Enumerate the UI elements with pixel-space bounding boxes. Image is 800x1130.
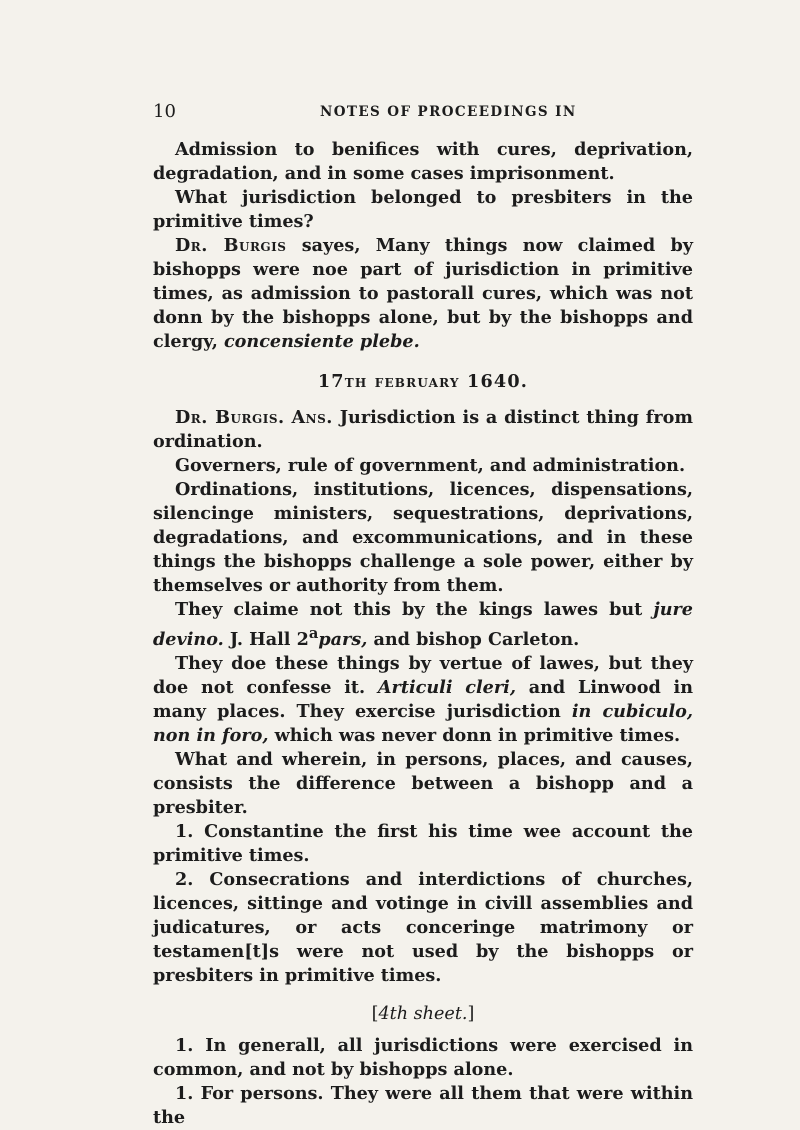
page-body xyxy=(153,138,693,1130)
page-number: 10 xyxy=(153,101,176,122)
paragraph-2: What jurisdiction belonged to presbiters in the primitive times? xyxy=(153,187,693,232)
paragraph-7: They claime not this by the kings lawes but jure devino. J. Hall 2$^a$pars, and bishop Carleton. xyxy=(153,599,693,650)
sheet-marker: [4th sheet.] xyxy=(371,1003,475,1024)
speaker-name: Dr. Burgis. xyxy=(175,407,285,428)
paragraph-6: Ordinations, institutions, licences, dispensations, silencinge ministers, sequestrations, deprivations, degradations, and excommunications, and in these things the bishopps challenge a sole power, either by themselves or authority from them. xyxy=(153,479,693,596)
latin-phrase: jure devino. xyxy=(153,599,693,650)
latin-phrase: Articuli cleri, xyxy=(377,676,516,698)
paragraph-11: 2. Consecrations and interdictions of churches, licences, sittinge and votinge in civill assemblies and judicatures, or acts conceringe matrimony or testamen[t]s were not used by the bishopps or presbiters in primitive times. xyxy=(153,868,693,986)
date-heading: 17th february 1640. xyxy=(317,371,529,392)
speaker-name: Dr. Burgis xyxy=(175,235,287,256)
page-header xyxy=(153,101,693,125)
paragraph-10: 1. Constantine the first his time wee account the primitive times. xyxy=(153,820,693,866)
paragraph-4 xyxy=(153,406,693,454)
paragraph-3 xyxy=(153,234,693,354)
paragraph-12: 1. In generall, all jurisdictions were exercised in common, and not by bishopps alone. xyxy=(153,1034,693,1080)
latin-phrase: concensiente plebe. xyxy=(223,331,420,352)
latin-phrase: in cubiculo, non in foro, xyxy=(153,700,693,746)
paragraph-8: They doe these things by vertue of lawes, but they doe not confesse it. Articuli cleri, and Linwood in many places. They exercise jurisdiction in cubiculo, non in foro, which was never donn in primitive times. xyxy=(153,652,693,746)
paragraph-5: Governers, rule of government, and administration. xyxy=(175,455,686,476)
paragraph-13: 1. For persons. They were all them that were within the xyxy=(153,1082,693,1128)
paragraph-1: Admission to benifices with cures, deprivation, degradation, and in some cases imprisonment. xyxy=(153,139,693,184)
paragraph-text: sayes, Many things now claimed by bishopps were noe part of jurisdiction in primitive times, as admission to pastorall cures, which was not donn by the bishopps alone, but by the bishopps and clergy, xyxy=(153,235,693,352)
paragraph-text: Jurisdiction is a distinct thing from ordination. xyxy=(153,407,693,452)
latin-phrase: pars, xyxy=(318,628,368,650)
running-head: NOTES OF PROCEEDINGS IN xyxy=(320,104,577,120)
answer-label: Ans. xyxy=(291,407,333,428)
superscript: a xyxy=(308,625,319,642)
paragraph-9: What and wherein, in persons, places, and causes, consists the difference between a bishopp and a presbiter. xyxy=(153,748,693,818)
